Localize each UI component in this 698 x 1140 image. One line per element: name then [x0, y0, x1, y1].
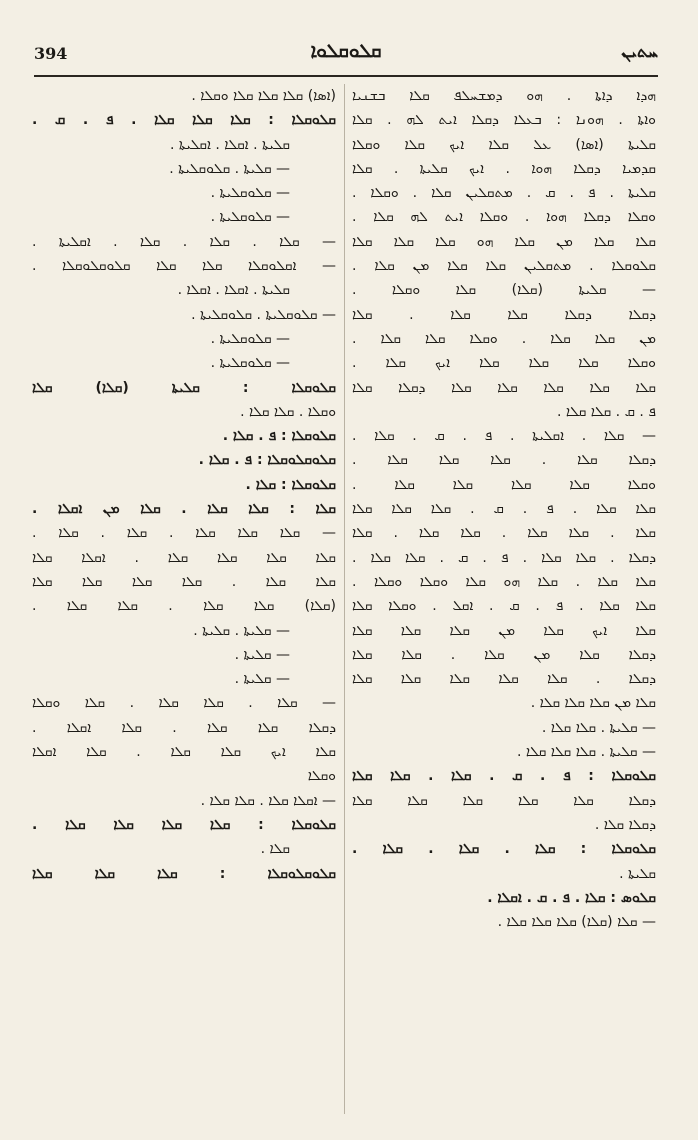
entry-text-line: ܩܠܐ ܩܠܐ ܩܠܐ ܩܠܐ ܩܠܐ ܕܩܠܐ ܩܠܐ — [352, 379, 656, 396]
entry-text-line: ܕܩܠܐ ܩܠܐ ܡܢ ܩܠܐ . ܩܠܐ ܩܠܐ — [352, 646, 656, 663]
right-column — [352, 84, 656, 934]
entry-text-line: ܩܠܐ . — [260, 841, 290, 858]
entry-headword-line: ܩܠܘܩܠܐ : ܩܠܐ ܩܠܐ ܩܠܐ . ܦ . ܩ . — [32, 112, 336, 129]
entry-text-line: — ܩܠܘܩܠܝܬܐ . ܩܠܘܩܠܝܬܐ . — [191, 306, 336, 323]
page-header — [34, 38, 658, 72]
entry-text-line: ܩܠܐ ܩܠܐ ܩܠܐ ܩܠܐ . ܐܩܠܐ ܩܠܐ — [32, 549, 336, 566]
entry-headword-line: ܩܠܘܩܠܐ : ܩܠܐ . ܩܠܐ . ܩܠܐ . — [352, 841, 656, 858]
guide-word: ܚܬܝܢ — [621, 42, 658, 62]
entry-headword-line: ܩܠܘܩܠܐ : ܩܠܐ . — [245, 476, 336, 493]
entry-text-line: ܩܠܐ ܩܠܐ . ܩܠܐ ܗܘ ܩܠܐ ܘܩܠܐ ܘܩܠܐ . — [352, 573, 656, 590]
entry-text-line: ܕܩܠܐ ܩܠܐ . — [594, 816, 656, 833]
entry-text-line: — ܩܠܐ . ܐܩܠܝܬܐ . ܦ . ܩ . ܩܠܐ . — [352, 428, 656, 445]
entry-text-line: ܕܩܠܐ ܕܩܠܐ ܩܠܐ ܩܠܐ . ܩܠܐ — [352, 306, 656, 323]
entry-text-line: ܩܠܝܬܐ . ܐܩܠܐ . ܐܩܠܐ . — [177, 282, 290, 299]
entry-text-line: ܦ . ܩ . ܩܠܐ ܩܠܐ . — [556, 403, 656, 420]
entry-text-line: ܩܠܝܬܐ . ܐܩܠܐ . ܐܩܠܝܬܐ . — [170, 136, 290, 153]
entry-text-line: ܩܠܝܬܐ . — [619, 865, 656, 882]
left-column — [32, 84, 336, 886]
entry-headword-line: ܩܠܘܩܠܘܩܠܐ : ܦ . ܩܠܐ . — [198, 452, 336, 469]
entry-text-line: ܩܠܐ ܩܠܐ ܡܢ ܩܠܐ ܗܘ ܩܠܐ ܩܠܐ ܩܠܐ — [352, 233, 656, 250]
entry-text-line: — ܐܩܠܐ ܩܠܐ . ܩܠܐ ܩܠܐ . — [200, 792, 336, 809]
entry-text-line: ܩܠܘܩܠܐ . ܡܬܩܠܝܢ ܩܠܐ ܩܠܐ ܡܢ ܩܠܐ . — [352, 258, 656, 275]
entry-text-line: — ܩܠܝܬܐ . ܩܠܐ ܩܠܐ ܩܠܐ . — [517, 744, 656, 761]
entry-text-line: ܩܠܐ ܡܢ ܩܠܐ ܩܠܐ ܩܠܐ . — [530, 695, 656, 712]
entry-text-line: ܩܠܐ ܩܠܐ . ܦ . ܩ . ܐܩܠ . ܘܩܠܐ ܩܠܐ — [352, 598, 656, 615]
entry-headword-line: ܩܠܘܩܠܐ : ܦ . ܩܠܐ . — [222, 428, 336, 445]
entry-headword-line: ܩܠܘܩܠܐ : ܦ . ܩ . ܩܠܐ . ܩܠܐ ܩܠܐ — [352, 768, 656, 785]
entry-text-line: ܘܩܠܐ ܕܩܠܐ ܗܘܐ . ܘܩܠܐ ܐܝܬ ܠܗ ܩܠܐ . — [352, 209, 656, 226]
entry-text-line: — ܩܠܘܩܠܝܬܐ . — [210, 355, 290, 372]
entry-text-line: ܗܕܐ ܕܐܬܐ . ܗܘ ܕܡܫܚܠܦ ܩܠܐ ܒܫܢܝܐ — [352, 88, 656, 104]
entry-text-line: ܩܠܐ ܩܠܐ . ܩܠܐ ܩܠܐ ܩܠܐ ܩܠܐ — [32, 573, 336, 590]
entry-text-line: — ܩܠܝܬܐ (ܩܠܐ) ܩܠܐ ܘܩܠܐ . — [352, 282, 656, 299]
entry-headword-line: ܩܠܐ : ܩܠܐ ܩܠܐ . ܩܠܐ ܡܢ ܐܩܠܐ . — [32, 501, 336, 518]
entry-text-line: — ܩܠܘܩܠܝܬܐ . — [210, 185, 290, 202]
entry-text-line: (ܩܠܐ) ܩܠܐ ܩܠܐ . ܩܠܐ ܩܠܐ . — [32, 598, 336, 615]
entry-text-line: — ܩܠܝܬܐ . ܩܠܐ ܩܠܐ . — [541, 719, 656, 736]
entry-text-line: ܩܠܐ ܐܝܟ ܩܠܐ ܡܢ ܩܠܐ ܩܠܐ ܩܠܐ — [352, 622, 656, 639]
column-divider — [344, 84, 345, 1114]
page-number: 394 — [34, 44, 68, 63]
entry-headword-line: ܩܠܘܩܠܐ : ܩܠܝܬܐ (ܩܠܐ) ܩܠܐ — [32, 379, 336, 396]
entry-text-line: — ܩܠܐ ܩܠܐ ܩܠܐ . ܩܠܐ . ܩܠܐ . — [32, 525, 336, 542]
entry-text-line: ܕܩܠܐ ܩܠܐ . ܩܠܐ ܩܠܐ ܩܠܐ . — [352, 452, 656, 469]
entry-text-line: ܕܩܠܐ . ܩܠܐ ܩܠܐ ܩܠܐ ܩܠܐ ܩܠܐ — [352, 671, 656, 688]
entry-text-line: ܕܩܠܐ . ܩܠܐ ܩܠܐ . ܦ . ܩ . ܩܠܐ ܩܠܐ . — [352, 549, 656, 566]
entry-text-line: — ܩܠܝܬܐ . ܩܠܝܬܐ . — [193, 622, 290, 639]
entry-text-line: — ܩܠܐ (ܩܠܐ) ܩܠܐ ܩܠܐ ܩܠܐ . — [497, 914, 656, 931]
entry-text-line: — ܩܠܘܩܠܝܬܐ . — [210, 209, 290, 226]
entry-text-line: (ܐܣܐ) ܩܠܐ ܩܠܐ ܩܠܐ ܘܩܠܐ . — [191, 88, 336, 104]
entry-text-line: — ܩܠܝܬܐ . — [234, 671, 290, 688]
entry-text-line: — ܩܠܝܬܐ . — [234, 646, 290, 663]
entry-text-line: ܘܐܬܐ . ܗܘܢܐ : ܒܥܠܐ ܕܩܠܐ ܐܝܬ ܠܗ . ܩܠܐ — [352, 112, 656, 129]
entry-text-line: ܩܠܐ . ܩܠܐ ܩܠܐ . ܩܠܐ ܩܠܐ . ܩܠܐ — [352, 525, 656, 542]
entry-text-line: — ܩܠܝܬܐ . ܩܠܘܩܠܝܬܐ . — [169, 160, 290, 177]
entry-text-line: ܩܠܐ ܩܠܐ . ܦ . ܩ . ܩܠܐ ܩܠܐ ܩܠܐ — [352, 501, 656, 518]
entry-text-line: ܩܕܡܝܐ ܕܩܠܐ ܗܘܐ . ܐܝܟ ܩܠܝܬܐ . ܩܠܐ — [352, 160, 656, 177]
entry-text-line: ܕܩܠܐ ܩܠܐ ܩܠܐ ܩܠܐ ܩܠܐ ܩܠܐ — [352, 792, 656, 809]
entry-headword-line: ܩܠܘܩܠܘܩܠܐ : ܩܠܐ ܩܠܐ ܩܠܐ — [32, 865, 336, 882]
entry-text-line: — ܩܠܘܩܠܝܬܐ . — [210, 330, 290, 347]
entry-text-line: ܘܩܠܐ — [307, 768, 336, 785]
entry-text-line: ܘܩܠܐ . ܩܠܐ ܩܠܐ . — [240, 403, 336, 420]
entry-text-line: ܩܠܝܬܐ (ܐܣܐ) ܥܠ ܩܠܐ ܐܝܟ ܩܠܐ ܘܩܠܐ — [352, 136, 656, 153]
entry-headword-line: ܩܠܘܣ : ܩܠܐ . ܦ . ܩ . ܐܩܠܐ . — [487, 889, 656, 906]
entry-text-line: ܩܠܝܬܐ . ܦ . ܩ . ܡܬܩܠܝܢ ܩܠܐ . ܘܩܠܐ . — [352, 185, 656, 202]
entry-text-line: — ܩܠܐ . ܩܠܐ . ܩܠܐ . ܐܩܠܝܬܐ . — [32, 233, 336, 250]
running-title: ܩܠܘܩܠܘܐ — [310, 40, 382, 62]
header-rule — [34, 75, 658, 77]
entry-text-line: ܘܩܠܐ ܩܠܐ ܩܠܐ ܩܠܐ ܐܝܟ ܩܠܐ . — [352, 355, 656, 372]
entry-headword-line: ܩܠܘܩܠܐ : ܩܠܐ ܩܠܐ ܩܠܐ ܩܠܐ . — [32, 816, 336, 833]
entry-text-line: ܩܠܐ ܐܝܟ ܩܠܐ ܩܠܐ . ܩܠܐ ܐܩܠܐ — [32, 744, 336, 761]
entry-text-line: — ܐܩܠܘܩܠܐ ܩܠܐ ܩܠܐ ܩܠܘܩܠܘܩܠܐ . — [32, 258, 336, 275]
entry-text-line: ܘܩܠܐ ܩܠܐ ܩܠܐ ܩܠܐ ܩܠܐ . — [352, 476, 656, 493]
entry-text-line: ܡܢ ܩܠܐ ܩܠܐ . ܘܩܠܐ ܩܠܐ ܩܠܐ . — [352, 330, 656, 347]
entry-text-line: ܕܩܠܐ ܩܠܐ ܩܠܐ . ܩܠܐ ܐܩܠܐ . — [32, 719, 336, 736]
entry-text-line: — ܩܠܐ . ܩܠܐ ܩܠܐ . ܩܠܐ ܘܩܠܐ — [32, 695, 336, 712]
